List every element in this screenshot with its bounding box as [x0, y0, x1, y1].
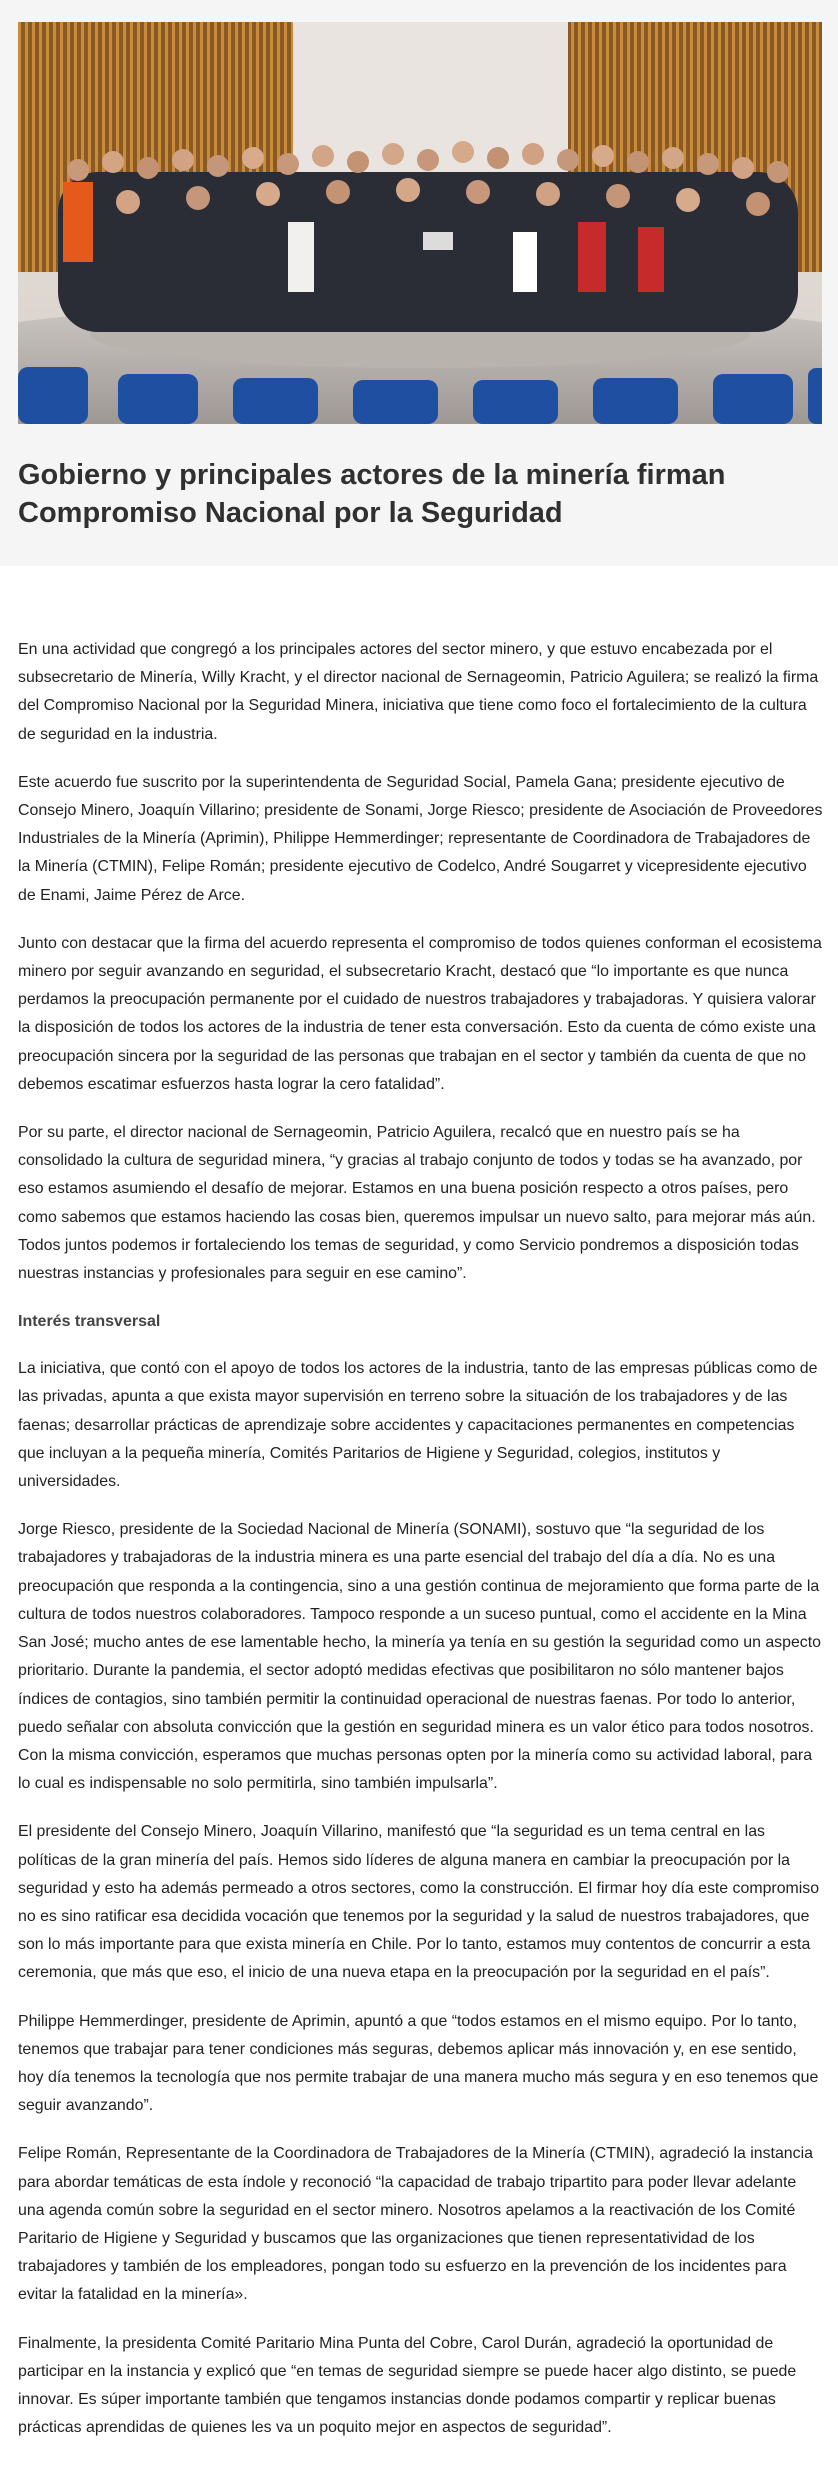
group-photo-illustration: [18, 22, 822, 424]
paragraph: Por su parte, el director nacional de Sernageomin, Patricio Aguilera, recalcó que en nuestro país se ha consolidado la cultura de seguridad minera, “y gracias al trabajo conjunto de todos y todas se ha avanzado, por eso estamos asumiendo el desafío de mejorar. Estamos en una buena posición respecto a otros países, pero como sabemos que estamos haciendo las cosas bien, queremos impulsar un nuevo salto, para mejorar más aún. Todos juntos podemos ir fortaleciendo los temas de seguridad, y como Servicio pondremos a disposición todas nuestras instancias y profesionales para seguir en ese camino”.: [18, 1124, 816, 1283]
page-title: Gobierno y principales actores de la minería firman Compromiso Nacional por la Seguridad: [18, 459, 726, 529]
article-header: [0, 0, 838, 566]
paragraph: Este acuerdo fue suscrito por la superintendenta de Seguridad Social, Pamela Gana; presidente ejecutivo de Consejo Minero, Joaquín Villarino; presidente de Sonami, Jorge Riesco; presidente de Asociación de Proveedores Industriales de la Minería (Aprimin), Philippe Hemmerdinger; representante de Coordinadora de Trabajadores de la Minería (CTMIN), Felipe Román; presidente ejecutivo de Codelco, André Sougarret y vicepresidente ejecutivo de Enami, Jaime Pérez de Arce.: [18, 773, 823, 904]
paragraph: La iniciativa, que contó con el apoyo de todos los actores de la industria, tanto de las empresas públicas como de las privadas, apunta a que exista mayor supervisión en terreno sobre la situación de los trabajadores y de las faenas; desarrollar prácticas de aprendizaje sobre accidentes y capacitaciones permanentes en competencias que incluyan a la pequeña minería, Comités Paritarios de Higiene y Seguridad, colegios, institutos y universidades.: [18, 1360, 818, 1491]
paragraph: Philippe Hemmerdinger, presidente de Aprimin, apuntó a que “todos estamos en el mismo equipo. Por lo tanto, tenemos que trabajar para tener condiciones más seguras, debemos aplicar más innovación y, en ese sentido, hoy día tenemos la tecnología que nos permite trabajar de una manera mucho más segura y en eso tenemos que seguir avanzando”.: [18, 2012, 819, 2115]
section-subheading: Interés transversal: [18, 1313, 161, 1331]
paragraph: El presidente del Consejo Minero, Joaquín Villarino, manifestó que “la seguridad es un tema central en las políticas de la gran minería del país. Hemos sido líderes de alguna manera en cambiar la preocupación por la seguridad y esto ha además permeado a otros sectores, como la construcción. El firmar hoy día este compromiso no es sino ratificar esa decidida vocación que tenemos por la seguridad y la salud de nuestros trabajadores, que son lo más importante para que exista minería en Chile. Por lo tanto, estamos muy contentos de concurrir a esta ceremonia, que más que eso, el inicio de una nueva etapa en la preocupación por la seguridad en el país”.: [18, 1823, 820, 1982]
paragraph: Felipe Román, Representante de la Coordinadora de Trabajadores de la Minería (CTMIN), agradeció la instancia para abordar temáticas de esta índole y reconoció “la capacidad de trabajo tripartito para poder llevar adelante una agenda común sobre la seguridad en el sector minero. Nosotros apelamos a la reactivación de los Comité Paritario de Higiene y Seguridad y buscamos que las organizaciones que tienen representatividad de los trabajadores y también de los empleadores, pongan todo su esfuerzo en la prevención de los incidentes para evitar la fatalidad en la minería».: [18, 2145, 813, 2304]
paragraph: Finalmente, la presidenta Comité Paritario Mina Punta del Cobre, Carol Durán, agradeció la oportunidad de participar en la instancia y explicó que “en temas de seguridad siempre se puede hacer algo distinto, se puede innovar. Es súper importante también que tengamos instancias donde podamos compartir y replicar buenas prácticas aprendidas de quienes les va un poquito mejor en aspectos de seguridad”.: [18, 2334, 797, 2437]
group-photo: [18, 22, 822, 424]
paragraph: Jorge Riesco, presidente de la Sociedad Nacional de Minería (SONAMI), sostuvo que “la seguridad de los trabajadores y trabajadoras de la industria minera es una parte esencial del trabajo del día a día. No es una preocupación que responda a la contingencia, sino a una gestión continua de mejoramiento que forma parte de la cultura de todos nuestros colaboradores. Tampoco responde a un suceso puntual, como el accidente en la Mina San José; mucho antes de ese lamentable hecho, la minería ya tenía en su gestión la seguridad como un aspecto prioritario. Durante la pandemia, el sector adoptó medidas efectivas que posibilitaron no sólo mantener bajos índices de contagios, sino también permitir la continuidad operacional de nuestras faenas. Por todo lo anterior, puedo señalar con absoluta convicción que la gestión en seguridad minera es un valor ético para todos nosotros. Con la misma convicción, esperamos que muchas personas opten por la minería como su actividad laboral, para lo cual es indispensable no solo permitirla, sino también impulsarla”.: [18, 1521, 821, 1793]
paragraph: Junto con destacar que la firma del acuerdo representa el compromiso de todos quienes conforman el ecosistema minero por seguir avanzando en seguridad, el subsecretario Kracht, destacó que “lo importante es que nunca perdamos la preocupación permanente por el cuidado de nuestros trabajadores y trabajadoras. Y quisiera valorar la disposición de todos los actores de la industria de tener esta conversación. Esto da cuenta de cómo existe una preocupación sincera por la seguridad de las personas que trabajan en el sector y también da cuenta de que no debemos escatimar esfuerzos hasta lograr la cero fatalidad”.: [18, 934, 822, 1093]
paragraph: En una actividad que congregó a los principales actores del sector minero, y que estuvo encabezada por el subsecretario de Minería, Willy Kracht, y el director nacional de Sernageomin, Patricio Aguilera; se realizó la firma del Compromiso Nacional por la Seguridad Minera, iniciativa que tiene como foco el fortalecimiento de la cultura de seguridad en la industria.: [18, 641, 819, 743]
article-body: [18, 636, 824, 2462]
